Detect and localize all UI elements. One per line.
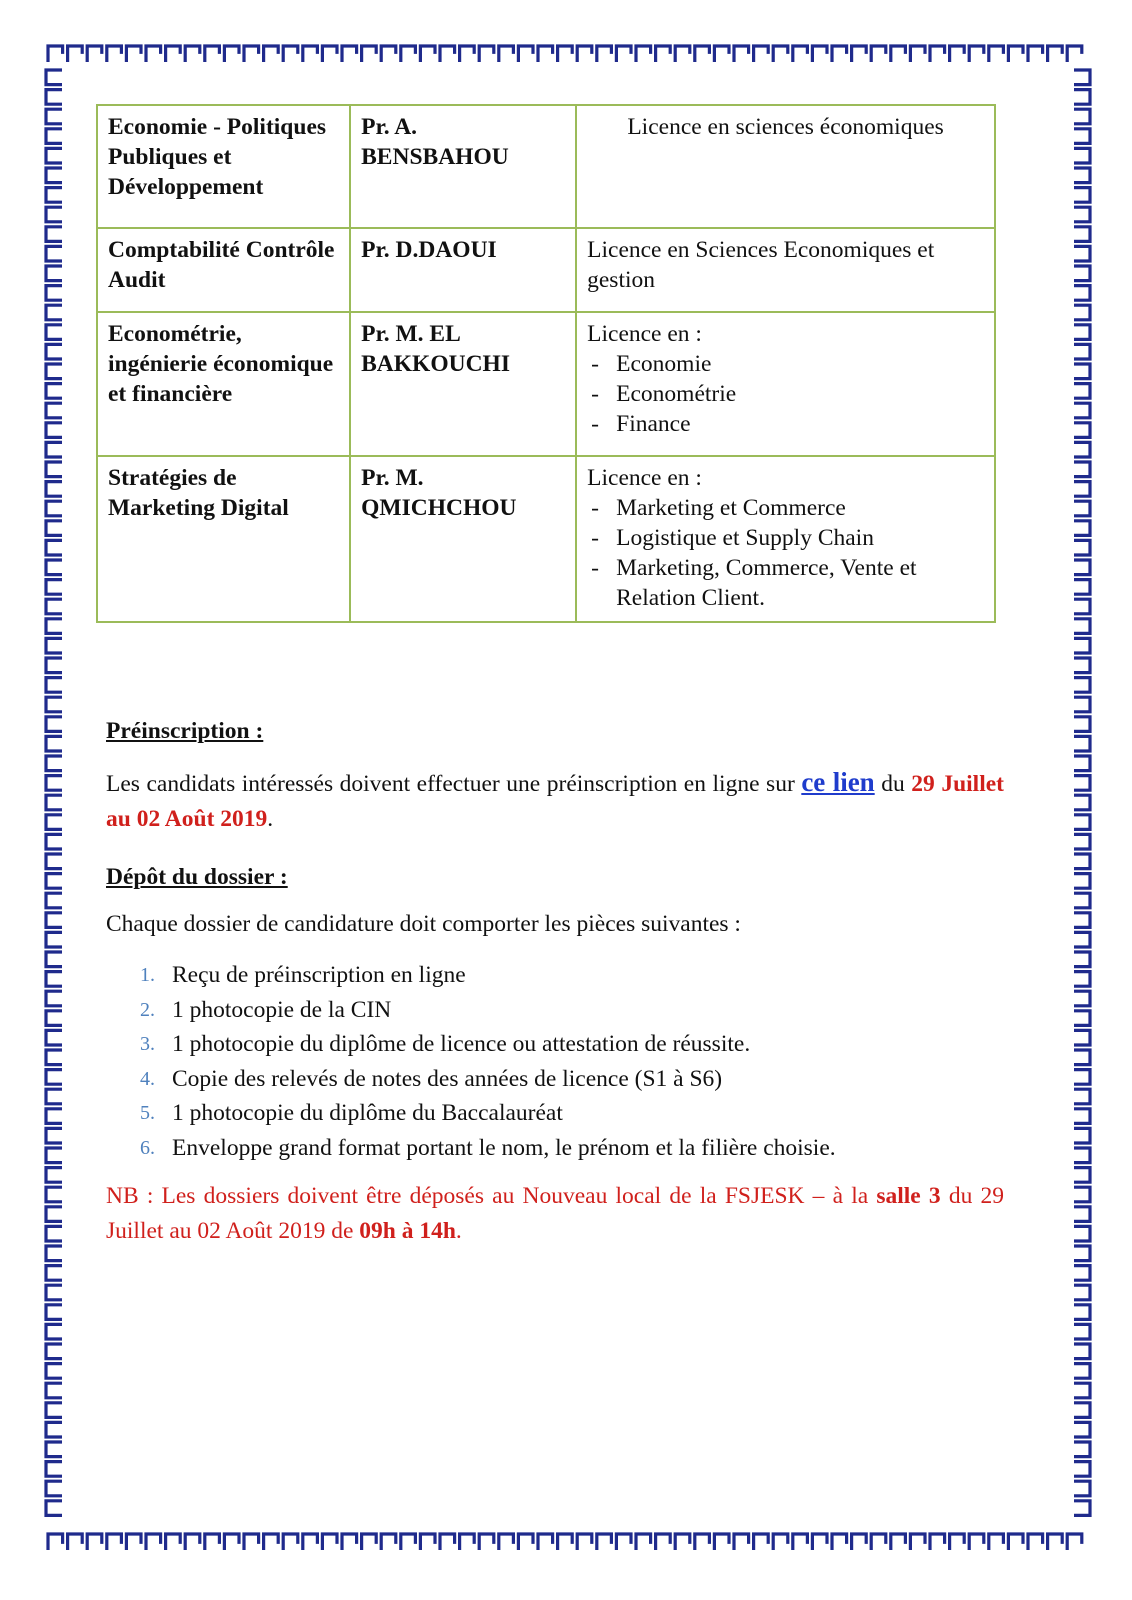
licence-list	[587, 349, 984, 439]
list-number: 4.	[140, 1067, 155, 1090]
list-item: - Finance	[587, 409, 984, 439]
preinscription-text-end: .	[267, 806, 274, 832]
list-number: 6.	[140, 1136, 155, 1159]
list-item: - Economie	[587, 349, 984, 379]
list-item: - Marketing, Commerce, Vente et Relation Client.	[587, 553, 984, 613]
professor-cell: Pr. M. QMICHCHOU	[350, 456, 576, 622]
list-item	[106, 1027, 1004, 1062]
list-text: Reçu de préinscription en ligne	[172, 962, 466, 988]
list-text: 1 photocopie de la CIN	[172, 996, 392, 1023]
licence-cell	[576, 312, 995, 456]
list-text: 1 photocopie du diplôme de licence ou attestation de réussite.	[172, 1031, 751, 1057]
list-number: 5.	[140, 1102, 155, 1124]
depot-title: Dépôt du dossier :	[106, 864, 288, 890]
professor-cell: Pr. D.DAOUI	[350, 228, 576, 312]
preinscription-link[interactable]: ce lien	[801, 767, 875, 797]
licence-list	[587, 493, 984, 613]
programs-table	[96, 104, 996, 623]
licence-cell	[576, 228, 995, 312]
list-text: 1 photocopie du diplôme du Baccalauréat	[172, 1100, 563, 1126]
professor-cell: Pr. A. BENSBAHOU	[350, 105, 576, 228]
nb-part3: .	[455, 1218, 462, 1244]
preinscription-section	[106, 718, 1004, 837]
filiere-cell: Comptabilité Contrôle Audit	[97, 228, 350, 312]
list-item	[106, 958, 1004, 993]
list-number: 3.	[140, 1033, 155, 1055]
list-item	[106, 993, 1004, 1028]
pieces-list	[106, 958, 1004, 1165]
filiere-cell: Econométrie, ingénierie économique et financière	[97, 312, 350, 456]
preinscription-title: Préinscription :	[106, 718, 264, 744]
filiere-cell: Economie - Politiques Publiques et Développement	[97, 105, 350, 228]
licence-cell	[576, 456, 995, 622]
list-item: - Econométrie	[587, 379, 984, 409]
list-item: - Logistique et Supply Chain	[587, 523, 984, 553]
licence-intro: Licence en Sciences Economiques et gestion	[587, 237, 935, 293]
nb-salle: salle 3	[876, 1183, 941, 1209]
table-row	[97, 228, 995, 312]
nb-part1: NB : Les dossiers doivent être déposés au Nouveau local de la FSJESK – à la	[106, 1183, 877, 1209]
preinscription-text	[106, 765, 1004, 837]
table-row	[97, 312, 995, 456]
list-item: - Marketing et Commerce	[587, 493, 984, 523]
list-text: Enveloppe grand format portant le nom, le prénom et la filière choisie.	[172, 1134, 836, 1161]
list-item	[106, 1062, 1004, 1097]
licence-intro: Licence en :	[587, 321, 702, 347]
list-item	[106, 1131, 1004, 1166]
professor-cell: Pr. M. EL BAKKOUCHI	[350, 312, 576, 456]
depot-intro: Chaque dossier de candidature doit comporter les pièces suivantes :	[106, 911, 741, 937]
list-item	[106, 1096, 1004, 1131]
nb-part2: du 29 Juillet au 02 Août 2019 de	[106, 1183, 1005, 1244]
nb-note	[106, 1179, 1004, 1249]
document-body	[96, 104, 1028, 1244]
table-row	[97, 105, 995, 228]
table-row	[97, 456, 995, 622]
preinscription-dates: 29 Juillet au 02 Août 2019	[106, 771, 1004, 832]
list-number: 2.	[140, 998, 155, 1021]
licence-intro: Licence en sciences économiques	[627, 114, 944, 140]
filiere-cell: Stratégies de Marketing Digital	[97, 456, 350, 622]
licence-intro: Licence en :	[587, 465, 702, 491]
preinscription-text-mid: du	[874, 771, 912, 797]
preinscription-text-before: Les candidats intéressés doivent effectuer une préinscription en ligne sur	[106, 771, 802, 797]
list-number: 1.	[140, 964, 155, 986]
nb-hours: 09h à 14h	[359, 1218, 456, 1244]
licence-cell	[576, 105, 995, 228]
depot-section	[106, 864, 1004, 1249]
list-text: Copie des relevés de notes des années de licence (S1 à S6)	[172, 1065, 723, 1092]
